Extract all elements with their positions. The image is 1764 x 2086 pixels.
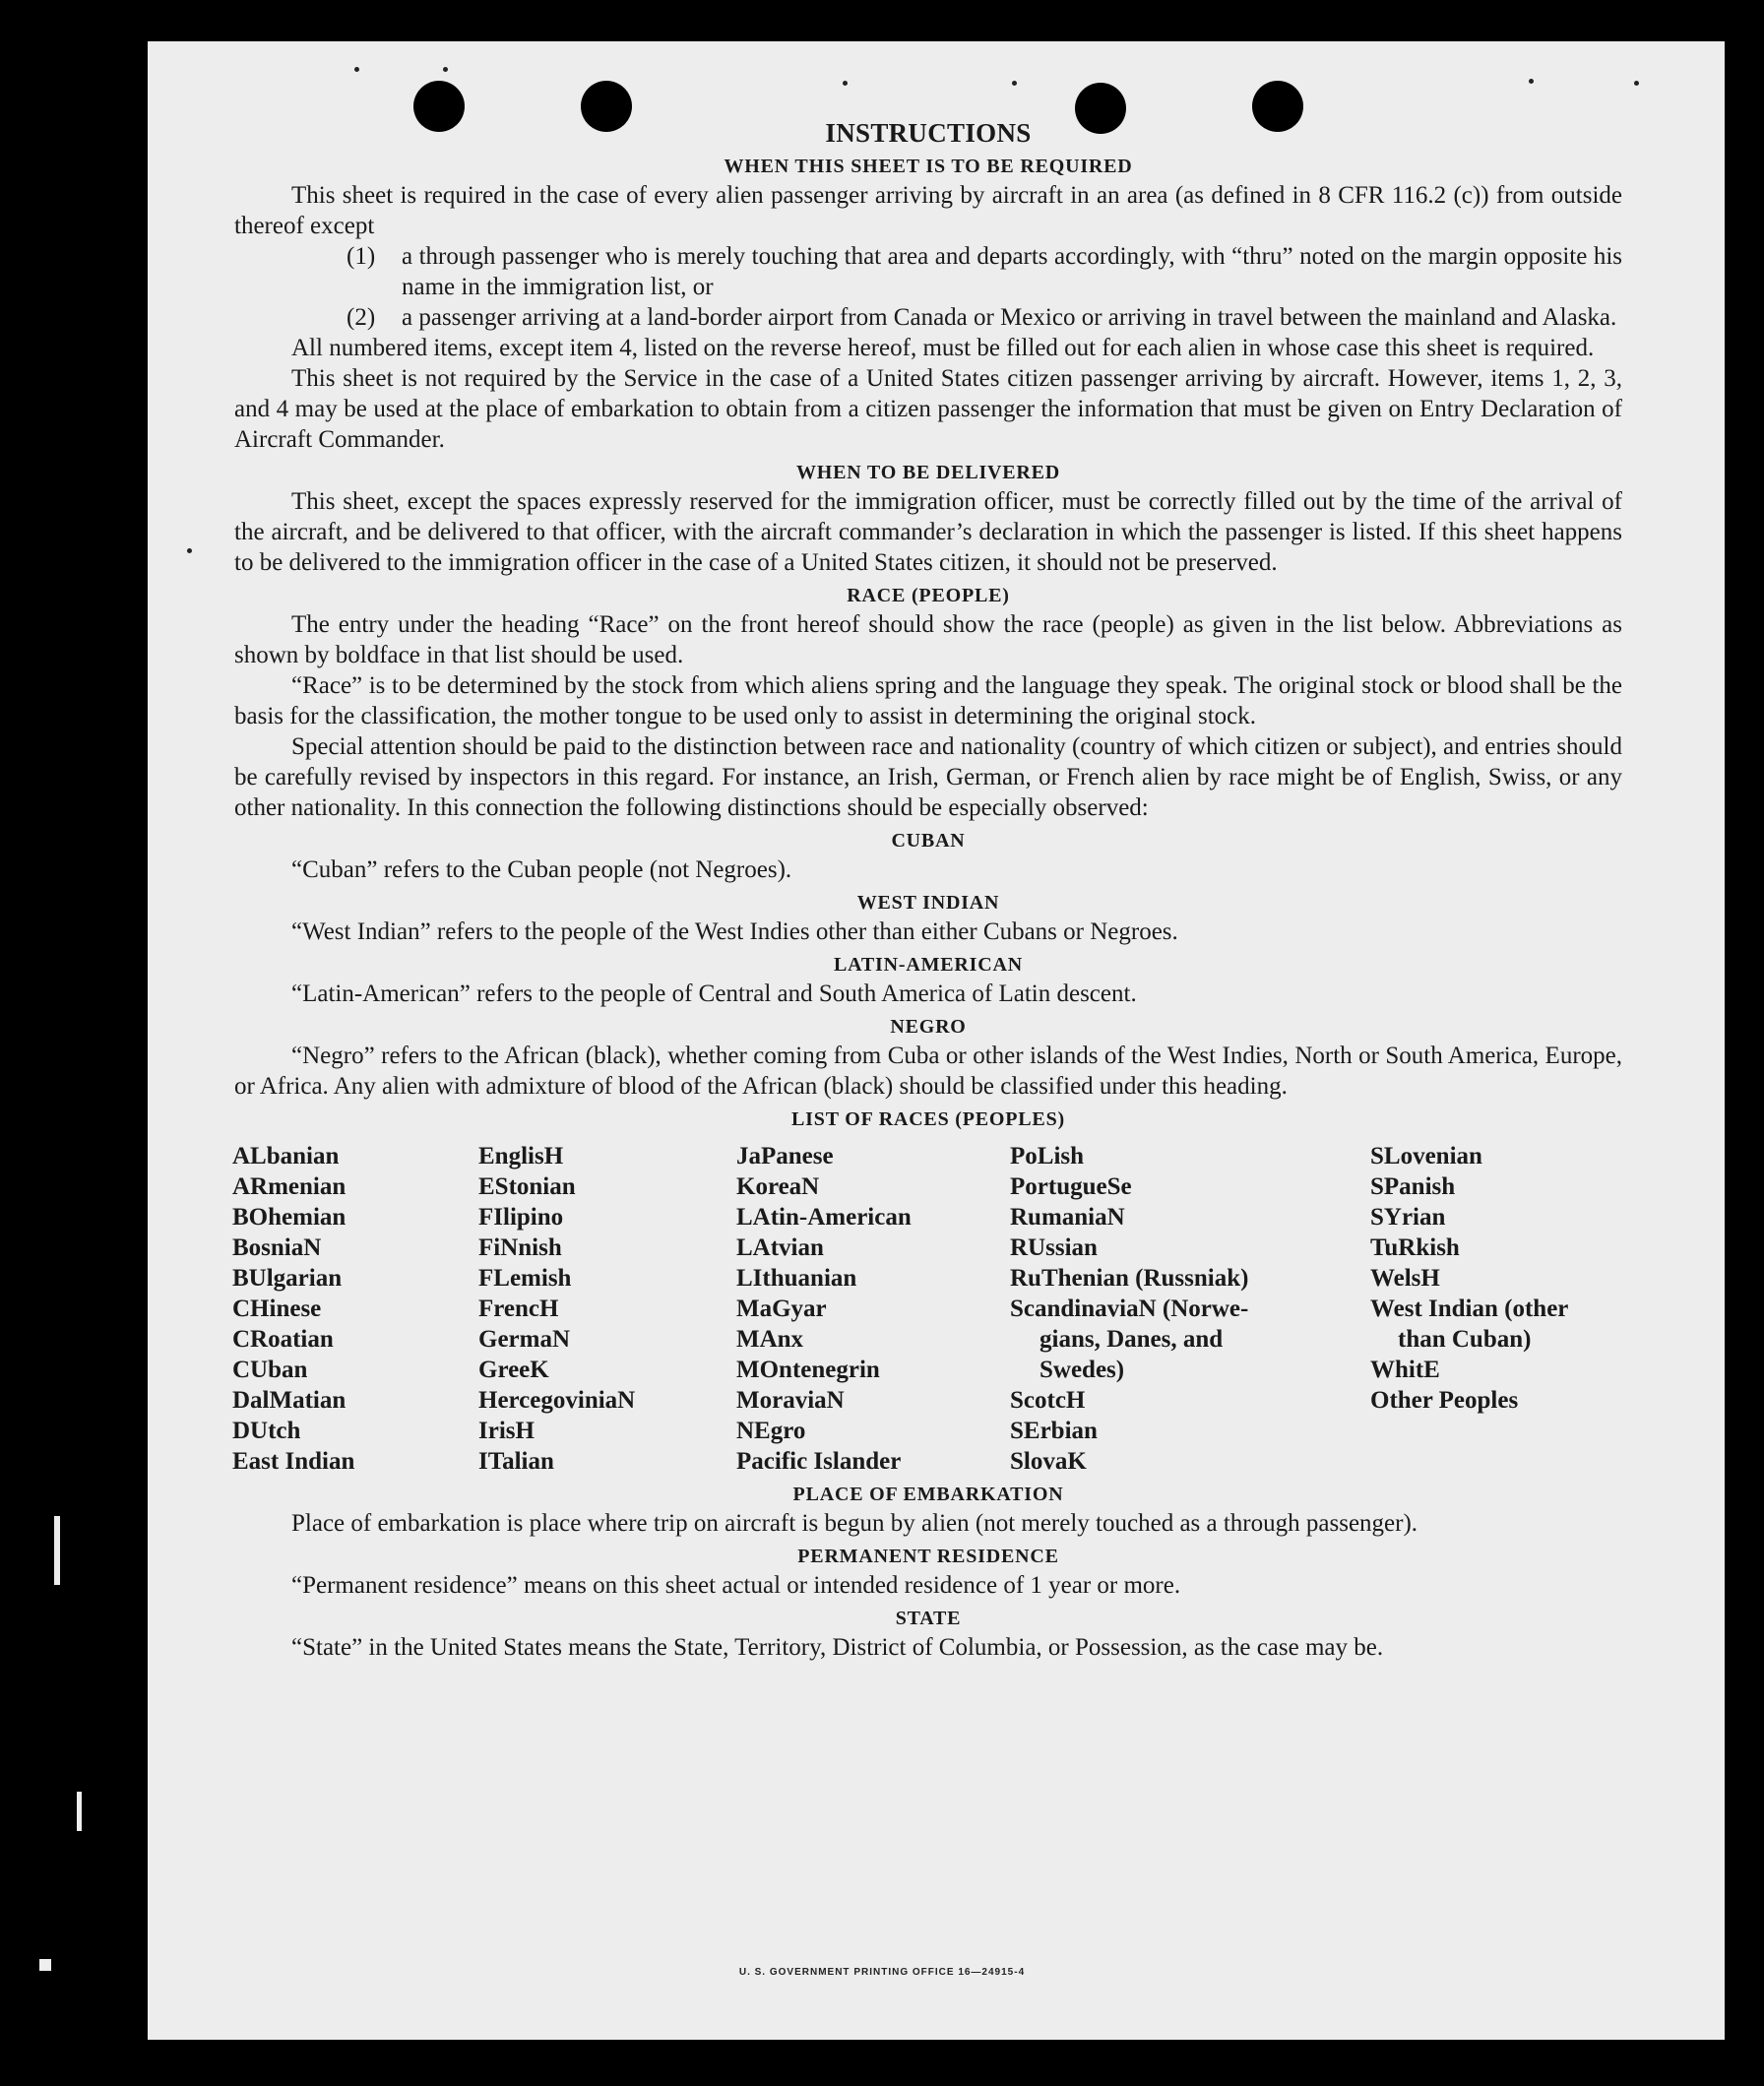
race-entry: Swedes) xyxy=(1040,1357,1125,1383)
paragraph: This sheet is required in the case of every alien passenger arriving by aircraft in an area (as defined in 8 CFR 116.2 (c)) from outside thereof except xyxy=(234,182,1622,239)
race-entry: RumaniaN xyxy=(1010,1204,1125,1231)
race-entry: NEgro xyxy=(736,1418,806,1444)
race-entry: KoreaN xyxy=(736,1173,820,1200)
race-entry: Other Peoples xyxy=(1370,1387,1519,1414)
race-entry: ARmenian xyxy=(232,1173,346,1200)
speck xyxy=(1634,81,1639,86)
race-entry: RuThenian (Russniak) xyxy=(1010,1265,1249,1292)
speck xyxy=(354,67,359,72)
paragraph: “Race” is to be determined by the stock from which aliens spring and the language they speak. The original stock or blood shall be the basis for the classification, the mother tongue to be used only to assist in determining the original stock. xyxy=(234,672,1622,729)
race-entry: West Indian (other xyxy=(1370,1296,1569,1322)
section-heading: LIST OF RACES (PEOPLES) xyxy=(791,1108,1065,1130)
section-heading: STATE xyxy=(895,1608,962,1629)
race-entry: ALbanian xyxy=(232,1143,340,1169)
paragraph: Special attention should be paid to the distinction between race and nationality (country of which citizen or subject), and entries should be carefully revised by inspectors in this regard. For instance, an Irish, German, or French alien by race might be of English, Swiss, or any other nationality. In this connection the following distinctions should be especially observed: xyxy=(234,733,1622,821)
item-number: (2) xyxy=(346,304,376,331)
race-entry: CRoatian xyxy=(232,1326,334,1353)
race-entry: East Indian xyxy=(232,1448,355,1475)
race-entry: FrencH xyxy=(478,1296,559,1322)
race-entry: SYrian xyxy=(1370,1204,1446,1231)
race-entry: FIlipino xyxy=(478,1204,564,1231)
race-entry: LIthuanian xyxy=(736,1265,857,1292)
race-entry: CHinese xyxy=(232,1296,322,1322)
race-entry: PortugueSe xyxy=(1010,1173,1132,1200)
edge-mark xyxy=(77,1792,82,1831)
race-column xyxy=(736,1141,1010,1477)
race-entry: WhitE xyxy=(1370,1357,1440,1383)
race-column xyxy=(232,1141,478,1477)
race-entry: HercegoviniaN xyxy=(478,1387,636,1414)
page-title: INSTRUCTIONS xyxy=(825,118,1032,148)
race-entry: MAnx xyxy=(736,1326,804,1353)
race-entry: SlovaK xyxy=(1010,1448,1087,1475)
section-heading: WHEN TO BE DELIVERED xyxy=(795,462,1061,483)
race-entry: than Cuban) xyxy=(1398,1326,1532,1353)
race-entry: LAtin-American xyxy=(736,1204,912,1231)
paragraph: This sheet is not required by the Service in the case of a United States citizen passenger arriving by aircraft. However, items 1, 2, 3, and 4 may be used at the place of embarkation to obtain from a citizen passenger the information that must be given on Entry Declaration of Aircraft Commander. xyxy=(234,365,1622,453)
race-entry: BOhemian xyxy=(232,1204,346,1231)
race-entry: DUtch xyxy=(232,1418,301,1444)
item-text: a through passenger who is merely touching that area and departs accordingly, with “thru” noted on the margin opposite his name in the immigration list, or xyxy=(402,243,1622,300)
race-entry: FLemish xyxy=(478,1265,572,1292)
section-heading: WEST INDIAN xyxy=(856,892,1000,914)
section-heading: LATIN-AMERICAN xyxy=(834,954,1023,976)
list-item xyxy=(346,302,1622,333)
section-heading: NEGRO xyxy=(890,1016,967,1038)
paragraph: “Cuban” refers to the Cuban people (not Negroes). xyxy=(291,856,792,883)
speck xyxy=(843,81,848,86)
race-entry: RUssian xyxy=(1010,1234,1098,1261)
race-entry: GreeK xyxy=(478,1357,549,1383)
race-entry: LAtvian xyxy=(736,1234,824,1261)
paragraph: This sheet, except the spaces expressly reserved for the immigration officer, must be correctly filled out by the time of the arrival of the aircraft, and be delivered to that officer, with the aircraft commander’s declaration in which the passenger is listed. If this sheet happens to be delivered to the immigration officer in the case of a United States citizen, it should not be preserved. xyxy=(234,488,1622,576)
race-entry: ScotcH xyxy=(1010,1387,1086,1414)
race-entry: MoraviaN xyxy=(736,1387,845,1414)
race-entry: ITalian xyxy=(478,1448,554,1475)
race-column xyxy=(1370,1141,1622,1477)
race-column xyxy=(478,1141,736,1477)
race-entry: BosniaN xyxy=(232,1234,322,1261)
paragraph: “State” in the United States means the State, Territory, District of Columbia, or Possession, as the case may be. xyxy=(291,1634,1384,1661)
race-entry: MOntenegrin xyxy=(736,1357,880,1383)
race-column xyxy=(1010,1141,1370,1477)
speck xyxy=(1529,79,1534,84)
speck xyxy=(187,548,192,553)
paragraph: “Permanent residence” means on this sheet actual or intended residence of 1 year or more. xyxy=(291,1572,1181,1599)
item-text: a passenger arriving at a land-border airport from Canada or Mexico or arriving in travel between the mainland and Alaska. xyxy=(402,304,1617,331)
race-entry: FiNnish xyxy=(478,1234,562,1261)
paragraph: All numbered items, except item 4, listed on the reverse hereof, must be filled out for each alien in whose case this sheet is required. xyxy=(291,335,1595,361)
race-entry: SLovenian xyxy=(1370,1143,1482,1169)
speck xyxy=(443,67,448,72)
paragraph: “Latin-American” refers to the people of Central and South America of Latin descent. xyxy=(291,980,1137,1007)
race-entry: BUlgarian xyxy=(232,1265,343,1292)
race-entry: Pacific Islander xyxy=(736,1448,902,1475)
paragraph: “Negro” refers to the African (black), whether coming from Cuba or other islands of the West Indies, North or South America, Europe, or Africa. Any alien with admixture of blood of the African (black) should be classified under this heading. xyxy=(234,1043,1622,1100)
section-heading: RACE (PEOPLE) xyxy=(847,585,1010,606)
race-entry: EnglisH xyxy=(478,1143,564,1169)
race-entry: IrisH xyxy=(478,1418,535,1444)
paragraph: The entry under the heading “Race” on the front hereof should show the race (people) as given in the list below. Abbreviations as shown by boldface in that list should be used. xyxy=(234,611,1622,668)
race-entry: SPanish xyxy=(1370,1173,1456,1200)
race-entry: TuRkish xyxy=(1370,1234,1460,1261)
race-entry: SErbian xyxy=(1010,1418,1098,1444)
race-entry: DalMatian xyxy=(232,1387,346,1414)
race-entry: CUban xyxy=(232,1357,308,1383)
race-entry: MaGyar xyxy=(736,1296,827,1322)
section-heading: PERMANENT RESIDENCE xyxy=(797,1546,1059,1567)
item-number: (1) xyxy=(346,243,376,270)
edge-mark xyxy=(54,1516,60,1585)
section-heading: CUBAN xyxy=(891,830,966,852)
paragraph: “West Indian” refers to the people of the West Indies other than either Cubans or Negroes. xyxy=(291,918,1178,945)
race-entry: ScandinaviaN (Norwe- xyxy=(1010,1296,1249,1322)
paragraph: Place of embarkation is place where trip on aircraft is begun by alien (not merely touched as a through passenger). xyxy=(291,1510,1418,1537)
section-heading: PLACE OF EMBARKATION xyxy=(792,1484,1064,1505)
section-heading: WHEN THIS SHEET IS TO BE REQUIRED xyxy=(724,156,1133,177)
race-entry: gians, Danes, and xyxy=(1040,1326,1224,1353)
race-entry: JaPanese xyxy=(736,1143,834,1169)
list-item xyxy=(346,241,1622,302)
race-list xyxy=(232,1141,1622,1477)
printer-footer: U. S. GOVERNMENT PRINTING OFFICE 16—24915-4 xyxy=(738,1967,1026,1978)
race-entry: EStonian xyxy=(478,1173,576,1200)
speck xyxy=(1012,81,1017,86)
race-entry: GermaN xyxy=(478,1326,571,1353)
race-entry: PoLish xyxy=(1010,1143,1085,1169)
instructions-content xyxy=(234,118,1622,1663)
race-entry: WelsH xyxy=(1370,1265,1440,1292)
